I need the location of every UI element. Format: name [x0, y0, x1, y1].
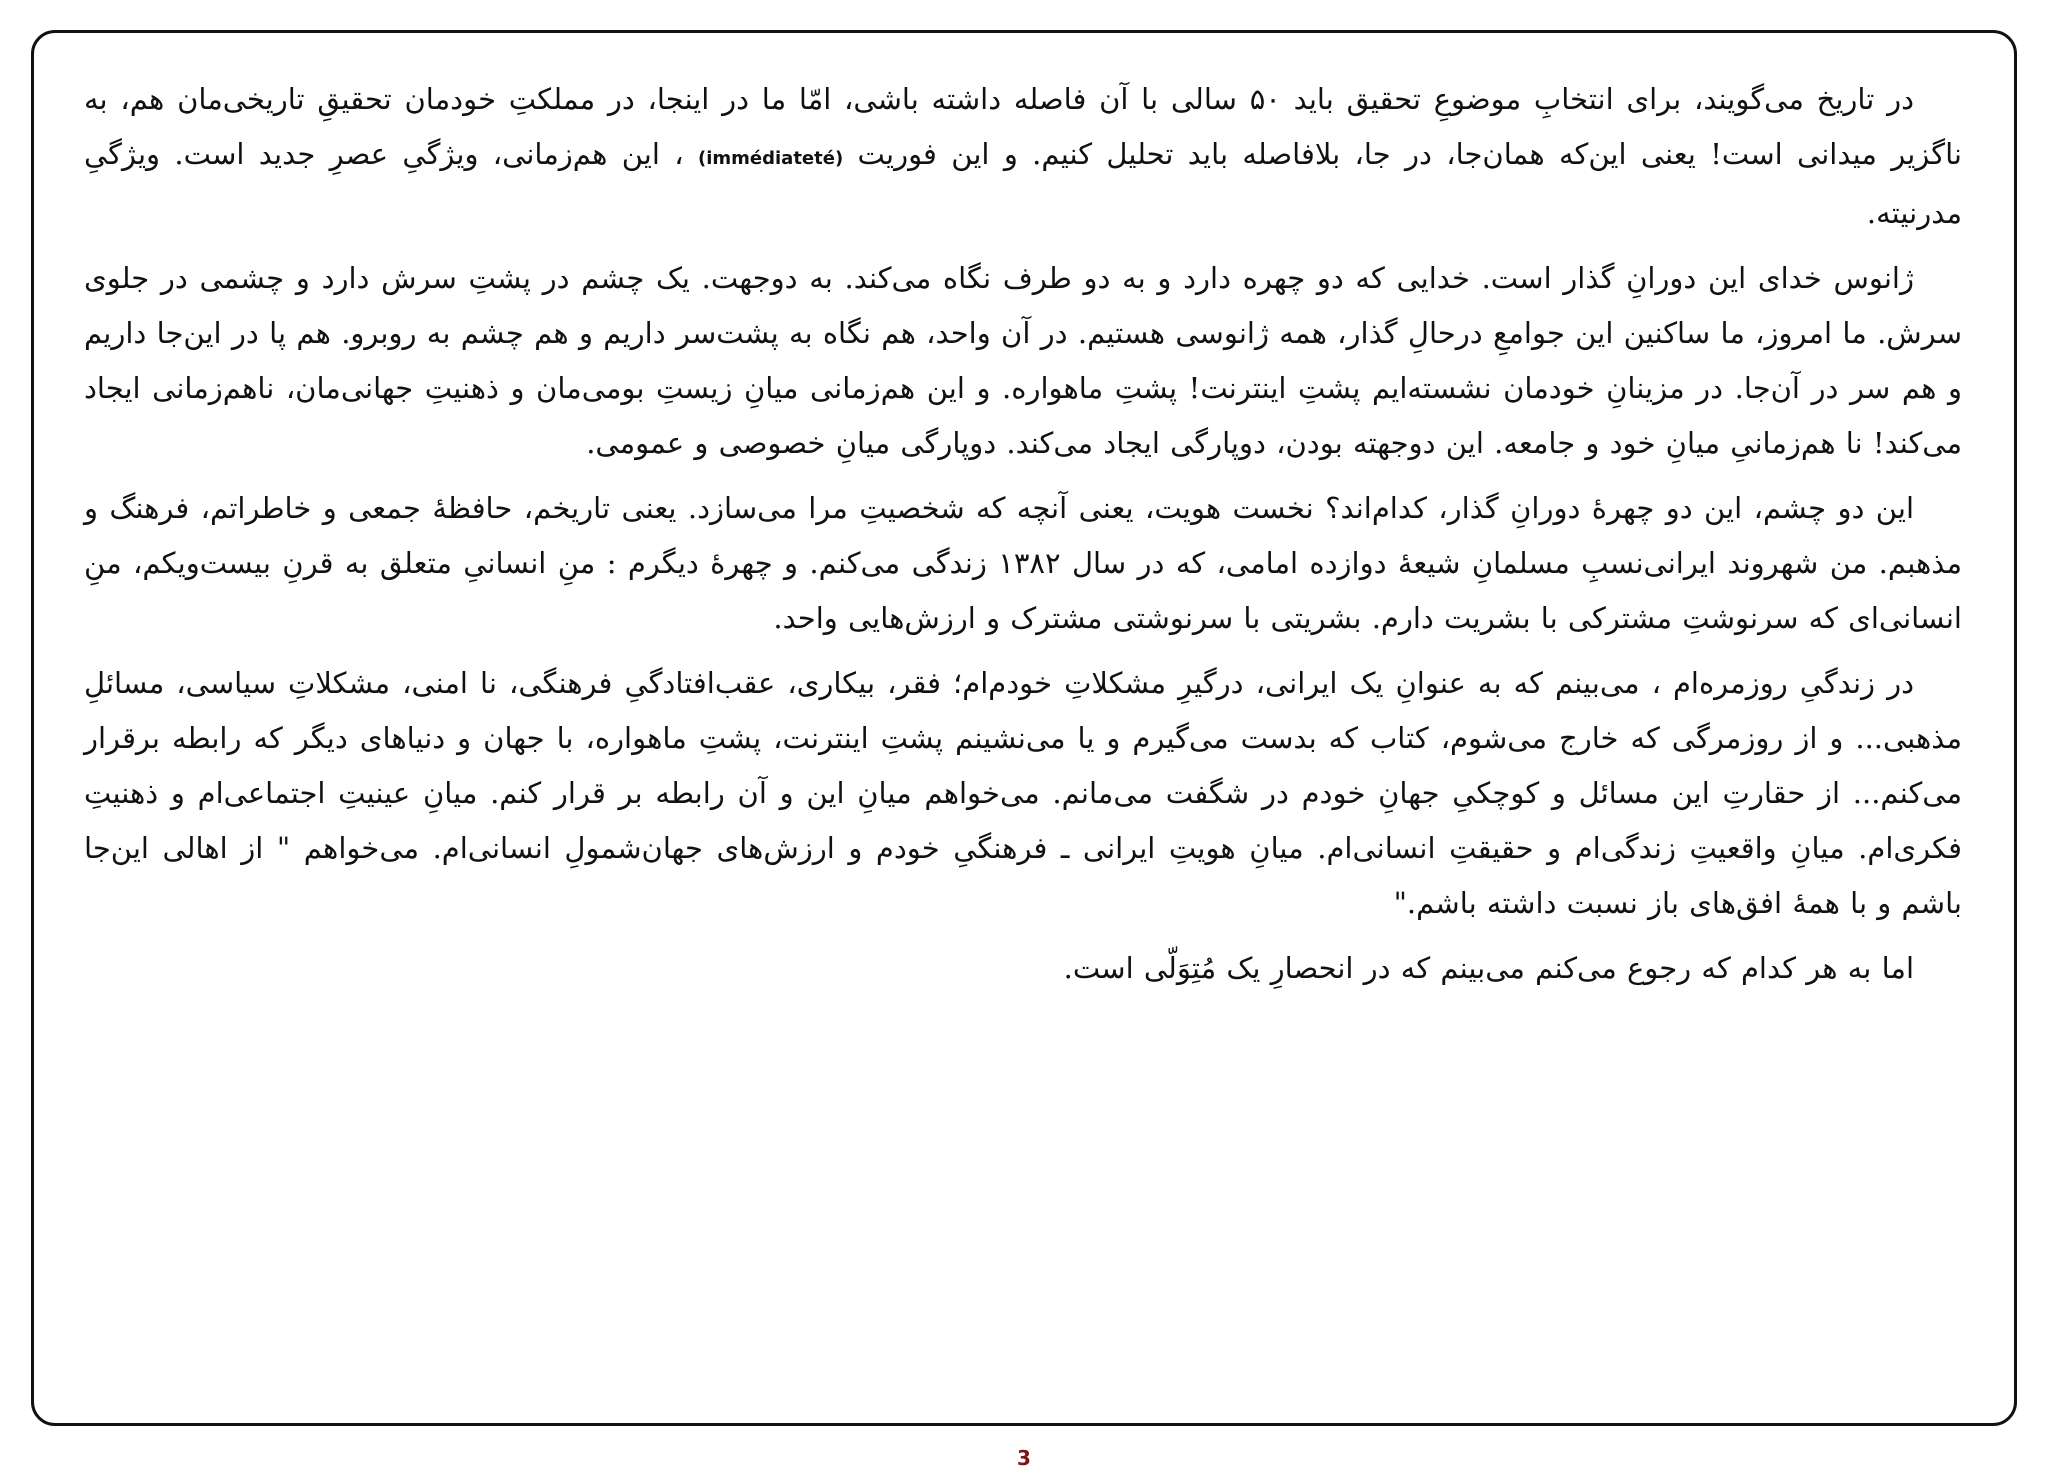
paragraph-5: اما به هر کدام که رجوع می‌کنم می‌بینم که در انحصارِ یک مُتِوَلّی است. — [1063, 951, 1914, 985]
paragraph-1 — [84, 72, 1962, 241]
french-term: (immédiateté) — [698, 148, 844, 169]
paragraph-3: این دو چشم، این دو چهرهٔ دورانِ گذار، کدام‌اند؟ نخست هویت، یعنی آنچه که شخصیتِ مرا می‌سازد. یعنی تاریخم، حافظهٔ جمعی و خاطراتم، فرهنگ و مذهبم. من شهروند ایرانی‌نسبِ مسلمانِ شیعهٔ دوازده امامی، که در سال ۱۳۸۲ زندگی می‌کنم. و چهرهٔ دیگرم : منِ انسانیِ متعلق به قرنِ بیست‌ویکم، منِ انسانی‌ای که سرنوشتِ مشترکی با بشریت دارم. بشریتی با سرنوشتی مشترک و ارزش‌هایی واحد. — [84, 491, 1962, 635]
paragraph-2: ژانوس خدای این دورانِ گذار است. خدایی که دو چهره دارد و به دو طرف نگاه می‌کند. به دوجهت. یک چشم در پشتِ سرش دارد و چشمی در جلوی سرش. ما امروز، ما ساکنین این جوامعِ درحالِ گذار، همه ژانوسی هستیم. در آن واحد، هم نگاه به پشت‌سر داریم و هم چشم به روبرو. هم پا در این‌جا داریم و هم سر در آن‌جا. در مزینانِ خودمان نشسته‌ایم پشتِ اینترنت! پشتِ ماهواره. و این هم‌زمانی میانِ زیستِ بومی‌مان و ذهنیتِ جهانی‌مان، ناهم‌زمانی ایجاد می‌کند! نا هم‌زمانیِ میانِ خود و جامعه. این دوجهته بودن، دوپارگی ایجاد می‌کند. دوپارگی میانِ خصوصی و عمومی. — [84, 261, 1962, 460]
paragraph-1-text-start: در تاریخ می‌گویند، برای انتخابِ موضوعِ تحقیق باید ۵۰ سالی با آن فاصله داشته باشی، امّا ما در اینجا، در مملکتِ خودمان تحقیقِ تاریخی‌مان هم، به ناگزیر میدانی است! یعنی این‌که همان‌جا، در جا، بلافاصله باید تحلیل کنیم. و این فوریت — [84, 82, 1962, 171]
page-number: 3 — [1017, 1446, 1031, 1470]
document-body — [84, 72, 1962, 1006]
paragraph-1-text-end: ، این هم‌زمانی، ویژگیِ عصرِ جدید است. ویژگیِ مدرنیته. — [84, 137, 1962, 230]
paragraph-4: در زندگیِ روزمره‌ام ، می‌بینم که به عنوانِ یک ایرانی، درگیرِ مشکلاتِ خودم‌ام؛ فقر، بیکاری، عقب‌افتادگیِ فرهنگی، نا امنی، مشکلاتِ سیاسی، مسائلِ مذهبی... و از روزمرگی که خارج می‌شوم، کتاب که بدست می‌گیرم و یا می‌نشینم پشتِ اینترنت، پشتِ ماهواره، با جهان و دنیاهای دیگر که رابطه برقرار می‌کنم... از حقارتِ این مسائل و کوچکیِ جهانِ خودم در شگفت می‌مانم. می‌خواهم میانِ این و آن رابطه بر قرار کنم. میانِ عینیتِ اجتماعی‌ام و ذهنیتِ فکری‌ام. میانِ واقعیتِ زندگی‌ام و حقیقتِ انسانی‌ام. میانِ هویتِ ایرانی ـ فرهنگیِ خودم و ارزش‌های جهان‌شمولِ انسانی‌ام. می‌خواهم " از اهالی این‌جا باشم و با همهٔ افق‌های باز نسبت داشته باشم." — [84, 666, 1962, 920]
